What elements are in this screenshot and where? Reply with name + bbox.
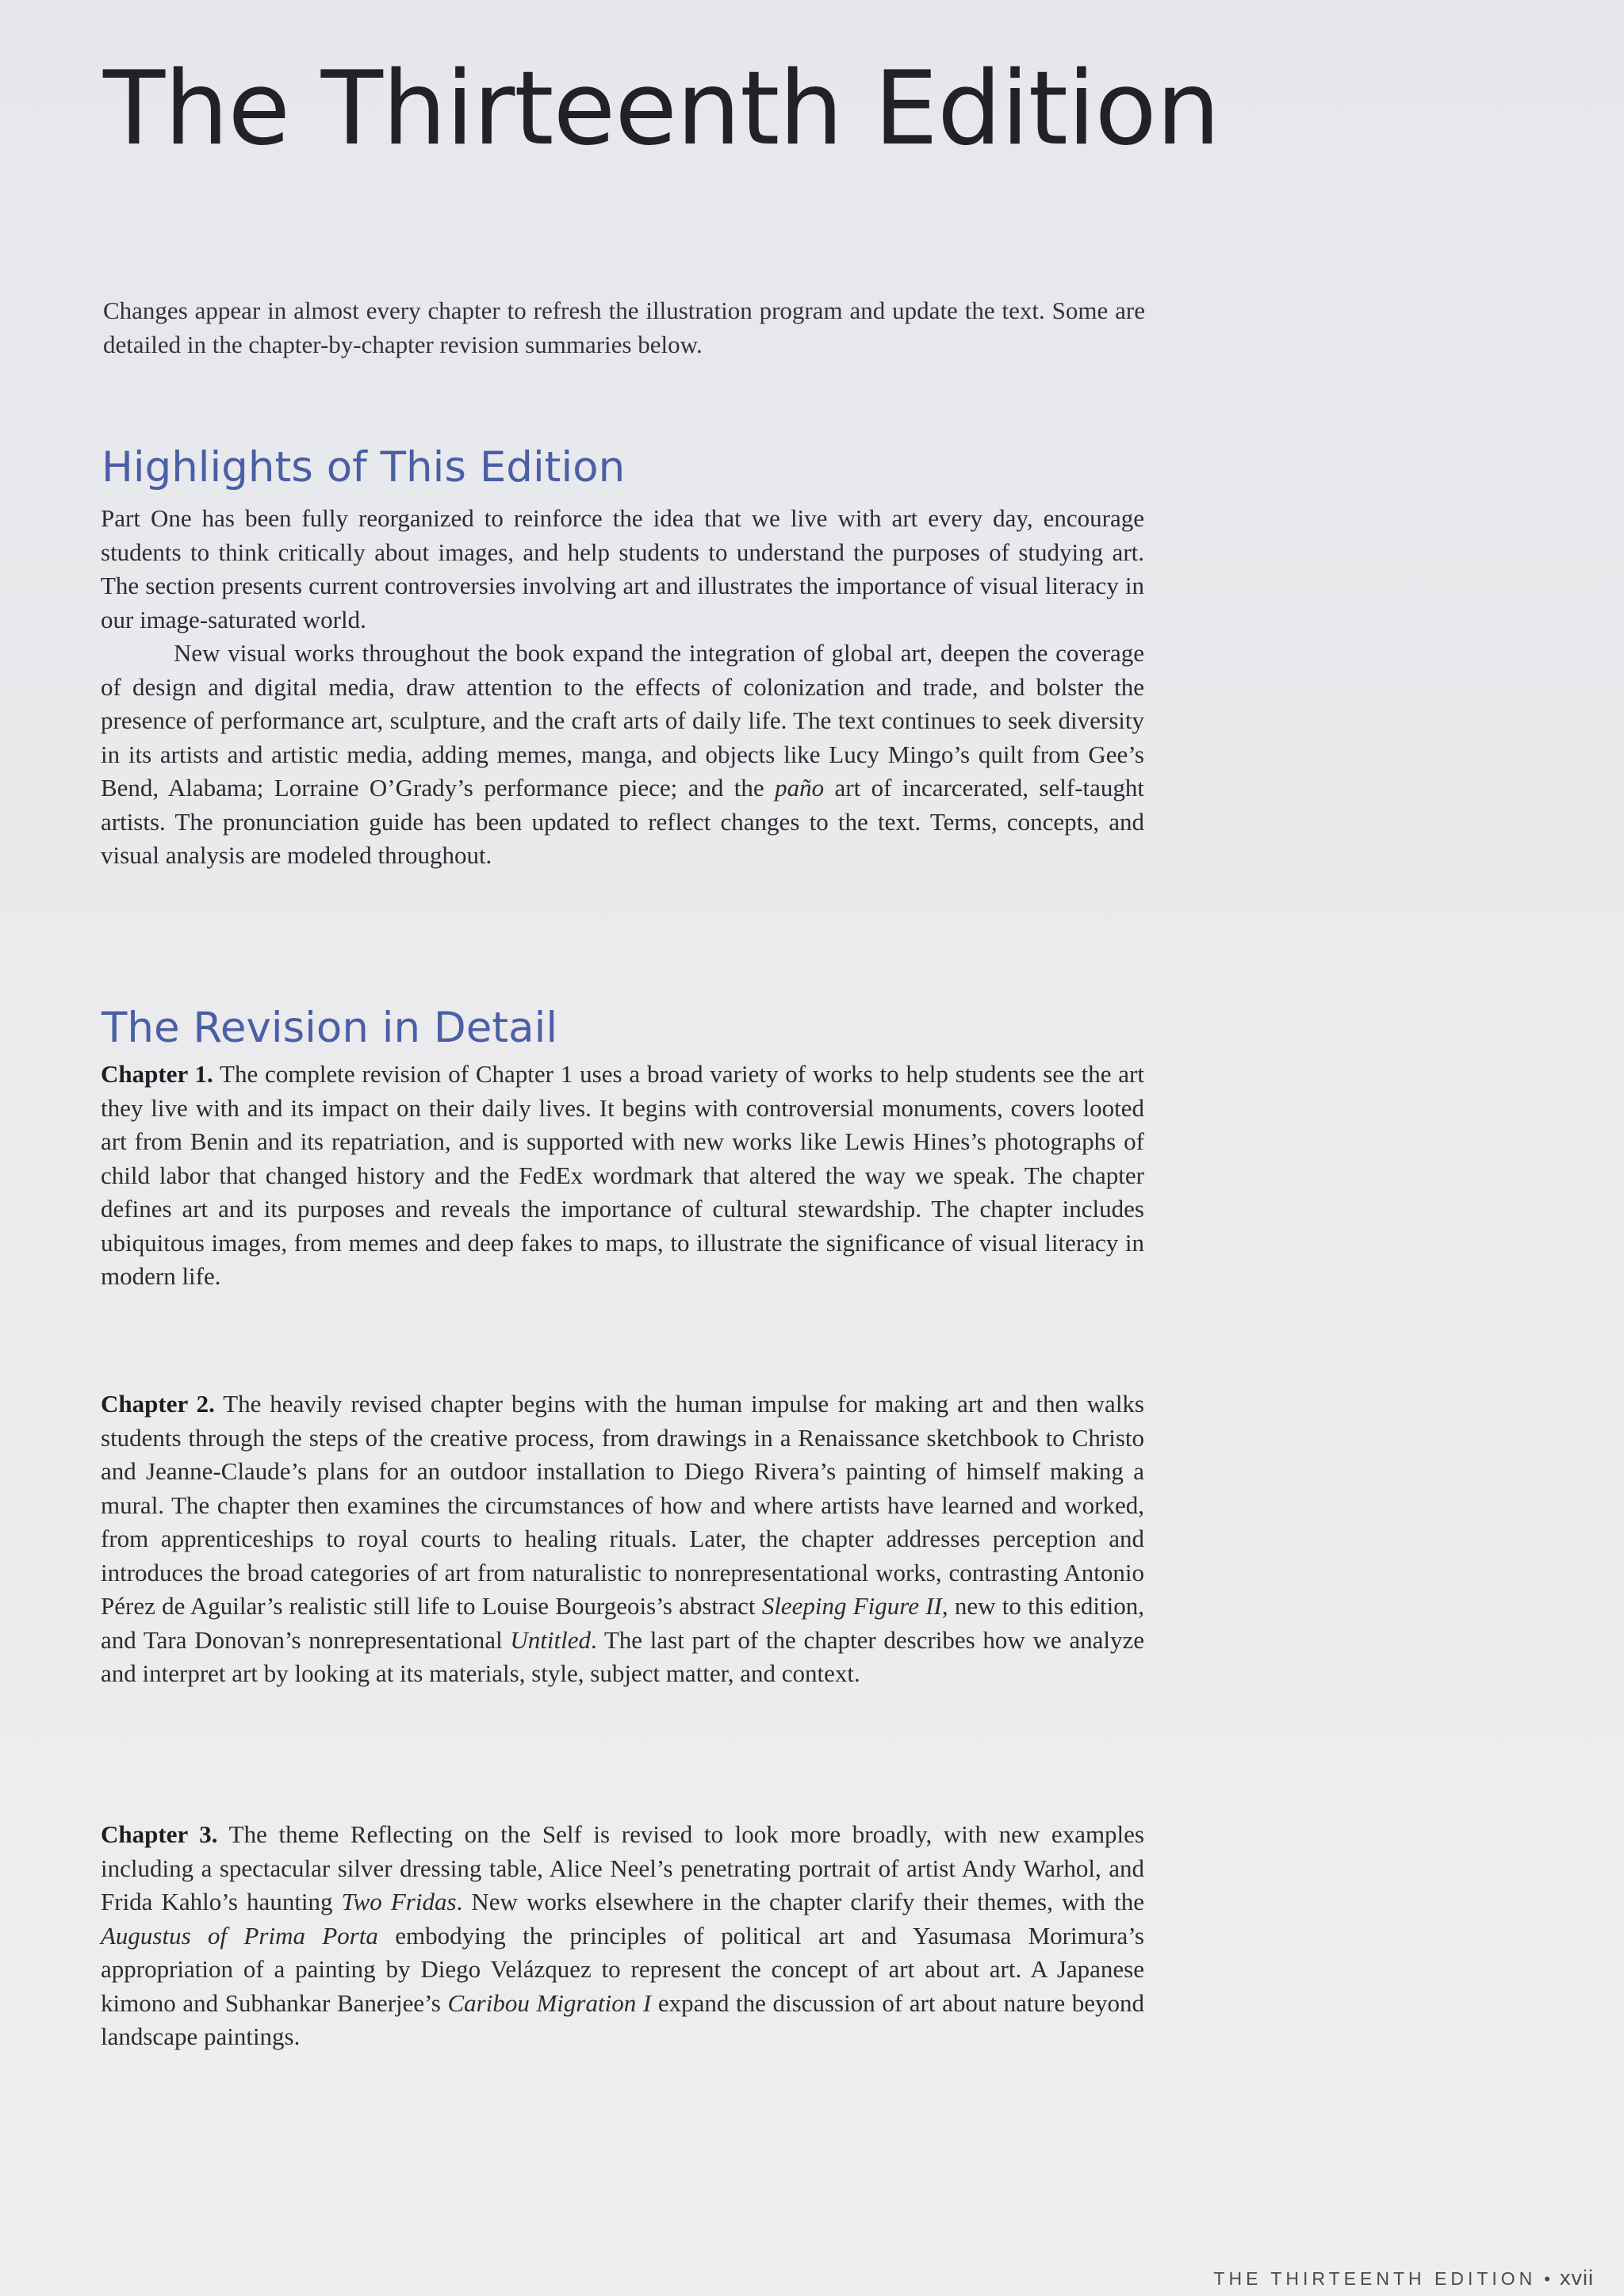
chapter-3-text-c: embodying the principles of political art and Yasumasa Morimura’s appropriation of a painting by Diego Velázquez to represent the concept of art about art. A Japanese kimono and Subhankar Banerjee’s <box>101 1921 1144 2017</box>
chapter-1-label: Chapter 1. <box>101 1060 213 1088</box>
highlights-body <box>101 502 1144 873</box>
chapter-3-text-b: . New works elsewhere in the chapter clarify their themes, with the <box>456 1888 1144 1915</box>
chapter-2-label: Chapter 2. <box>101 1390 215 1418</box>
chapter-2-text-b: , new to this edition, and Tara Donovan’s nonrepresentational <box>101 1592 1144 1654</box>
chapter-3-paragraph <box>101 1818 1144 2054</box>
highlights-paragraph-1: Part One has been fully reorganized to reinforce the idea that we live with art every day, encourage students to think critically about images, and help students to understand the purposes of studying art. The section presents current controversies involving art and illustrates the importance of visual literacy in our image-saturated world. <box>101 504 1144 633</box>
running-footer <box>1213 2266 1594 2291</box>
chapter-3-italic-caribou: Caribou Migration I <box>447 1988 652 2017</box>
chapter-2-paragraph <box>101 1387 1144 1691</box>
section-heading-revision: The Revision in Detail <box>102 1004 558 1052</box>
chapter-3-label: Chapter 3. <box>101 1820 218 1848</box>
chapter-1-paragraph <box>101 1058 1144 1294</box>
chapter-2-summary <box>101 1387 1144 1691</box>
chapter-2-italic-untitled: Untitled <box>510 1625 591 1654</box>
running-head: THE THIRTEENTH EDITION <box>1213 2268 1537 2289</box>
chapter-3-text-d: expand the discussion of art about nature beyond landscape paintings. <box>101 1988 1145 2050</box>
highlights-p2-italic-pano: paño <box>775 774 825 802</box>
chapter-1-summary <box>101 1058 1144 1294</box>
page-title: The Thirteenth Edition <box>103 50 1220 168</box>
chapter-3-italic-two-fridas: Two Fridas <box>341 1888 457 1915</box>
chapter-1-text: The complete revision of Chapter 1 uses a broad variety of works to help students see the art they live with and its impact on their daily lives. It begins with controversial monuments, covers looted art from Benin and its repatriation, and is supported with new works like Lewis Hines’s photographs of child labor that changed history and the FedEx wordmark that altered the way we speak. The chapter defines art and its purposes and reveals the importance of cultural stewardship. The chapter includes ubiquitous images, from memes and deep fakes to maps, to illustrate the significance of visual literacy in modern life. <box>101 1060 1144 1290</box>
chapter-2-italic-sleeping-figure: Sleeping Figure II <box>761 1592 942 1620</box>
highlights-p2-text-a: New visual works throughout the book expand the integration of global art, deepen the coverage of design and digital media, draw attention to the effects of colonization and trade, and bolster the presence of performance art, sculpture, and the craft arts of daily life. The text continues to seek diversity in its artists and artistic media, adding memes, manga, and objects like Lucy Mingo’s quilt from Gee’s Bend, Alabama; Lorraine O’Grady’s performance piece; and the <box>101 639 1144 802</box>
intro-paragraph: Changes appear in almost every chapter to refresh the illustration program and update the text. Some are detailed in the chapter-by-chapter revision summaries below. <box>103 297 1145 358</box>
section-heading-highlights: Highlights of This Edition <box>102 443 626 492</box>
page-number: xvii <box>1560 2266 1594 2290</box>
chapter-3-italic-augustus: Augustus of Prima Porta <box>101 1921 378 1950</box>
chapter-2-text-c: . The last part of the chapter describes how we analyze and interpret art by looking at its materials, style, subject matter, and context. <box>101 1625 1144 1687</box>
footer-bullet: • <box>1544 2269 1550 2289</box>
chapter-2-text-a: The heavily revised chapter begins with the human impulse for making art and then walks students through the steps of the creative process, from drawings in a Renaissance sketchbook to Christo and Jeanne-Claude’s plans for an outdoor installation to Diego Rivera’s painting of himself making a mural. The chapter then examines the circumstances of how and where artists have learned and worked, from apprenticeships to royal courts to healing rituals. Later, the chapter addresses perception and introduces the broad categories of art from naturalistic to nonrepresentational works, contrasting Antonio Pérez de Aguilar’s realistic still life to Louise Bourgeois’s abstract <box>101 1390 1144 1620</box>
highlights-paragraph-2 <box>101 637 1144 873</box>
highlights-p2-text-b: art of incarcerated, self-taught artists. The pronunciation guide has been updated to reflect changes to the text. Terms, concepts, and visual analysis are modeled throughout. <box>101 774 1144 869</box>
chapter-3-text-a: The theme Reflecting on the Self is revised to look more broadly, with new examples including a spectacular silver dressing table, Alice Neel’s penetrating portrait of artist Andy Warhol, and Frida Kahlo’s haunting <box>101 1820 1144 1915</box>
chapter-3-summary <box>101 1818 1144 2054</box>
